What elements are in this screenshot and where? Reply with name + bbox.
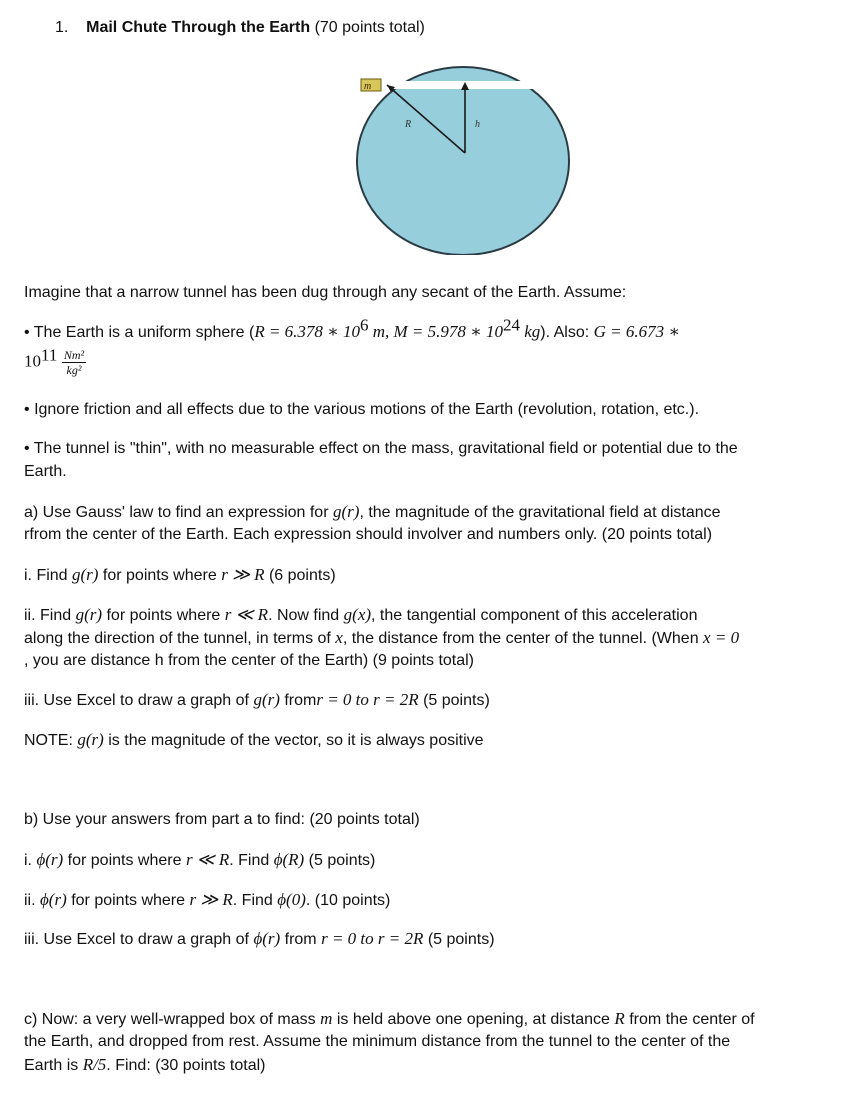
- bullet-ignore-friction: • Ignore friction and all effects due to the various motions of the Earth (revolution, rotation, etc.).: [24, 401, 700, 418]
- part-a-iii: iii. Use Excel to draw a graph of g(r) fromr = 0 to r = 2R (5 points): [24, 690, 490, 709]
- earth-circle: [357, 67, 569, 255]
- part-a-heading-cont: rfrom the center of the Earth. Each expression should involver and numbers only. (20 points total): [24, 526, 713, 543]
- bullet-thin-tunnel: • The tunnel is "thin", with no measurable effect on the mass, gravitational field or potential due to the: [24, 440, 738, 457]
- label-R: R: [405, 119, 412, 130]
- tunnel-chord: [385, 81, 575, 89]
- bullet-dot-icon: •: [24, 401, 30, 418]
- part-c-cont2: Earth is R/5. Find: (30 points total): [24, 1055, 266, 1074]
- problem-points: (70 points total): [314, 19, 425, 36]
- part-a-ii-cont2: , you are distance h from the center of the Earth) (9 points total): [24, 652, 475, 669]
- bullet-dot-icon: •: [24, 440, 30, 457]
- part-b-ii: ii. ϕ(r) for points where r ≫ R. Find ϕ(0). (10 points): [24, 890, 391, 909]
- earth-tunnel-diagram: [355, 55, 575, 255]
- gravitational-constant-line: $10^{11}$ $\frac{\text{Nm²}}{\text{kg²}}$: [24, 345, 85, 377]
- part-b-i: i. ϕ(r) for points where r ≪ R. Find ϕ(R) (5 points): [24, 850, 376, 869]
- bullet-earth-uniform: • The Earth is a uniform sphere (R = 6.378 ∗ $10^6$ m, M = 5.978 ∗ $10^{24}$ kg). Also: G = 6.673 ∗: [24, 315, 680, 341]
- units-fraction: $\frac{\text{Nm²}}{\text{kg²}}$: [63, 348, 85, 377]
- problem-title-text: Mail Chute Through the Earth: [86, 19, 311, 36]
- part-a-ii-cont: along the direction of the tunnel, in terms of x, the distance from the center of the tunnel. (When x = 0: [24, 628, 740, 647]
- part-b-heading: b) Use your answers from part a to find: (20 points total): [24, 811, 420, 828]
- part-a-heading: a) Use Gauss' law to find an expression for g(r), the magnitude of the gravitational field at distance: [24, 502, 721, 521]
- bullet-dot-icon: •: [24, 324, 30, 341]
- label-h: h: [475, 119, 480, 130]
- problem-title: [55, 17, 425, 39]
- part-c-heading: c) Now: a very well-wrapped box of mass m is held above one opening, at distance R from the center of: [24, 1009, 755, 1028]
- intro-text: Imagine that a narrow tunnel has been dug through any secant of the Earth. Assume:: [24, 284, 627, 301]
- part-b-iii: iii. Use Excel to draw a graph of ϕ(r) from r = 0 to r = 2R (5 points): [24, 929, 495, 948]
- bullet-thin-tunnel-cont: Earth.: [24, 463, 67, 480]
- part-c-cont: the Earth, and dropped from rest. Assume the minimum distance from the tunnel to the center of the: [24, 1033, 731, 1050]
- problem-number: 1.: [55, 19, 69, 36]
- part-a-note: NOTE: g(r) is the magnitude of the vector, so it is always positive: [24, 730, 484, 749]
- part-a-i: i. Find g(r) for points where r ≫ R (6 points): [24, 565, 336, 584]
- part-a-ii: ii. Find g(r) for points where r ≪ R. Now find g(x), the tangential component of this acceleration: [24, 605, 698, 624]
- label-m: m: [364, 81, 372, 92]
